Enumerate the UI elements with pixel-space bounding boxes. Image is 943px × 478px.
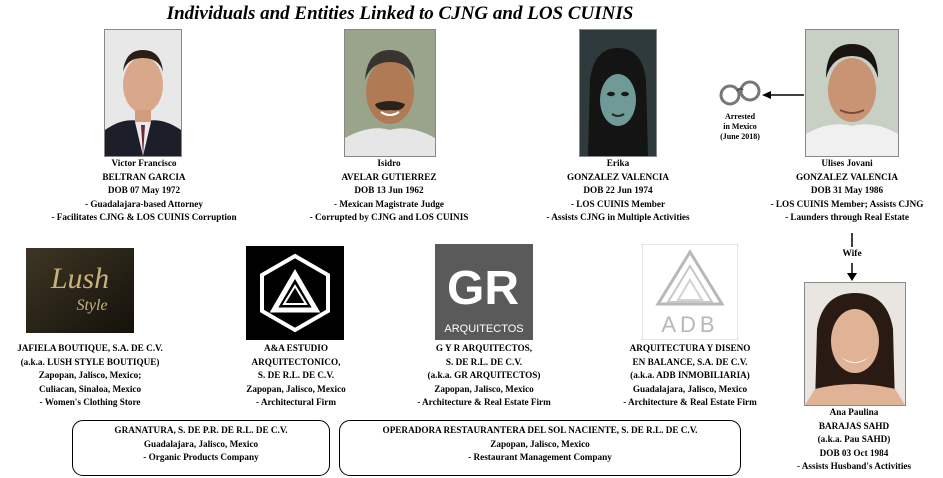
entity-caption-adb [600,342,780,410]
person-role: - LOS CUINIS Member; Assists CJNG [770,198,924,209]
entity-activity: - Architecture & Real Estate Firm [417,397,551,407]
entity-location: Zapopan, Jalisco, Mexico [434,383,534,394]
entity-name: G Y R ARQUITECTOS, [435,343,533,353]
logo-adb [642,244,738,340]
logo-aa-estudio [246,246,344,340]
person-activity: - Corrupted by CJNG and LOS CUINIS [309,212,469,222]
person-dob: DOB 31 May 1986 [810,185,884,195]
person-name-last: AVELAR GUTIERREZ [341,171,437,182]
logo-adb-text: ADB [661,312,719,337]
entity-location: Zapopan, Jalisco, Mexico [490,438,590,449]
chart-title: Individuals and Entities Linked to CJNG and LOS CUINIS [166,3,634,24]
person-caption-avelar-gutierrez [278,157,500,225]
logo-gr-sub: ARQUITECTOS [444,323,524,335]
entity-caption-jafiela [0,342,180,410]
entity-caption-aa-estudio [216,342,376,410]
person-caption-gonzalez-valencia-ulises [752,157,942,225]
arrest-line: Arrested [724,112,756,121]
person-name-last: GONZALEZ VALENCIA [566,171,670,182]
entity-activity: - Restaurant Management Company [468,452,612,462]
person-name-first: Ana Paulina [829,407,879,417]
person-caption-gonzalez-valencia-erika [518,157,718,225]
person-activity: - Assists CJNG in Multiple Activities [546,212,690,222]
person-role: - Mexican Magistrate Judge [334,198,444,209]
arrest-line: in Mexico [723,122,757,131]
entity-activity: - Organic Products Company [143,452,259,462]
logo-lush-style [26,248,134,333]
logo-lush-sub: Style [76,297,108,314]
person-caption-barajas-sahd [774,406,934,474]
logo-lush-text: Lush [50,262,110,295]
person-name-last: BARAJAS SAHD [818,420,890,431]
entity-activity: - Architecture & Real Estate Firm [623,397,757,407]
person-alias: (a.k.a. Pau SAHD) [817,434,891,444]
person-name-last: GONZALEZ VALENCIA [795,171,899,182]
entity-location: Guadalajara, Jalisco, Mexico [143,438,259,449]
wife-label: Wife [842,249,862,259]
entity-location: Guadalajara, Jalisco, Mexico [632,383,748,394]
person-role: - LOS CUINIS Member [570,198,666,209]
person-dob: DOB 07 May 1972 [107,185,181,195]
logo-gr-text: GR [447,262,519,315]
arrest-arrow [762,87,804,97]
person-dob: DOB 13 Jun 1962 [354,185,424,195]
entity-name: ARQUITECTURA Y DISENO [629,343,751,353]
entity-name: OPERADORA RESTAURANTERA DEL SOL NACIENTE, S. DE R.L. DE C.V. [382,425,698,435]
arrest-note [708,112,772,142]
photo-gonzalez-valencia-ulises [805,29,899,157]
person-activity: - Facilitates CJNG & LOS CUINIS Corruption [51,212,237,222]
entity-activity: - Women's Clothing Store [39,397,141,407]
photo-beltran-garcia [104,29,182,157]
person-activity: - Assists Husband's Activities [796,461,912,471]
entity-alias: (a.k.a. ADB INMOBILIARIA) [630,370,750,380]
handcuffs-icon [718,78,762,108]
person-name-last: BELTRAN GARCIA [102,171,186,182]
person-activity: - Launders through Real Estate [785,212,909,222]
entity-name: ARQUITECTONICO, [251,356,341,367]
entity-name: EN BALANCE, S.A. DE C.V. [632,356,748,367]
entity-name: A&A ESTUDIO [263,343,329,353]
person-name-first: Erika [606,158,630,168]
entity-name: S. DE R.L. DE C.V. [257,370,335,380]
entity-location: Zapopan, Jalisco, Mexico [246,383,346,394]
person-caption-beltran-garcia [12,157,276,225]
entity-location: Zapopan, Jalisco, Mexico; [38,370,142,380]
entity-name: S. DE R.L. DE C.V. [445,356,523,367]
person-dob: DOB 03 Oct 1984 [819,447,889,458]
entity-box-granatura [72,420,330,476]
logo-gr-arquitectos [435,244,533,340]
person-name-first: Ulises Jovani [821,158,873,168]
photo-barajas-sahd [804,282,906,406]
entity-alias: (a.k.a. LUSH STYLE BOUTIQUE) [20,356,160,367]
person-name-first: Victor Francisco [111,158,177,168]
entity-box-operadora [339,420,741,476]
photo-avelar-gutierrez [344,29,436,157]
entity-name: JAFIELA BOUTIQUE, S.A. DE C.V. [17,343,163,353]
entity-alias: (a.k.a. GR ARQUITECTOS) [427,370,541,380]
entity-name: GRANATURA, S. DE P.R. DE R.L. DE C.V. [114,425,288,435]
entity-activity: - Architectural Firm [256,397,336,407]
person-dob: DOB 22 Jun 1974 [583,185,653,195]
photo-gonzalez-valencia-erika [579,29,657,157]
entity-location: Culiacan, Sinaloa, Mexico [38,383,142,394]
person-role: - Guadalajara-based Attorney [85,198,203,209]
entity-caption-gyr [394,342,574,410]
person-name-first: Isidro [377,158,401,168]
arrest-line: (June 2018) [720,132,760,141]
